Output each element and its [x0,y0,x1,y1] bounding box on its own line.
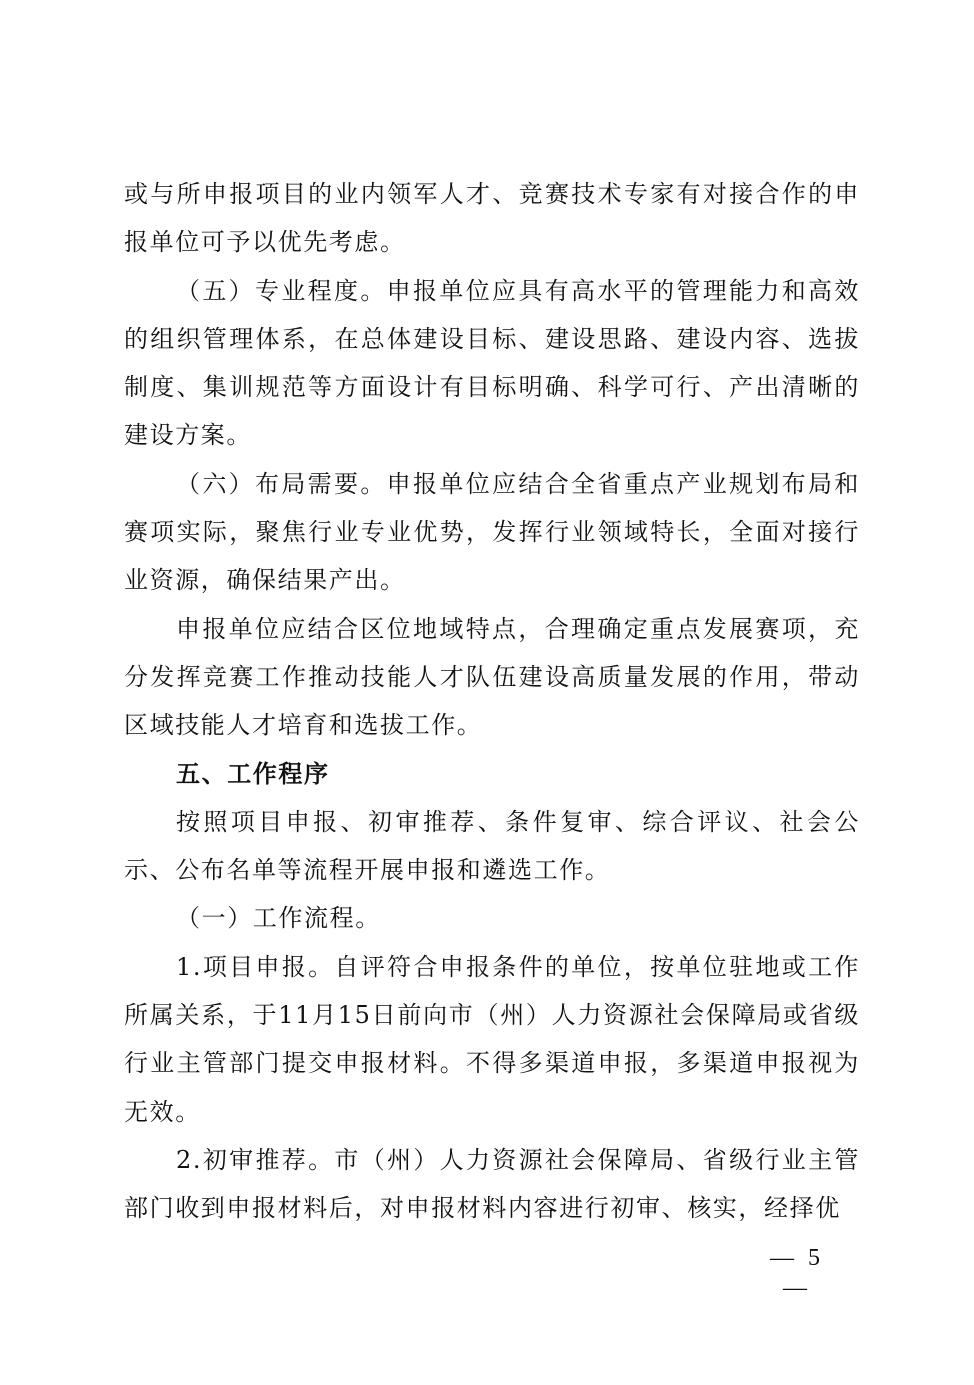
paragraph-regional-characteristics: 申报单位应结合区位地域特点，合理确定重点发展赛项，充分发挥竞赛工作推动技能人才队伍建设高质量发展的作用，带动区域技能人才培育和选拔工作。 [124,614,860,740]
paragraph-layout-needs: （六）布局需要。申报单位应结合全省重点产业规划布局和赛项实际，聚焦行业专业优势，发挥行业领域特长，全面对接行业资源，确保结果产出。 [124,469,860,595]
section-heading-work-procedure: 五、工作程序 [176,759,330,788]
document-body [124,170,860,1233]
paragraph-procedure-overview: 按照项目申报、初审推荐、条件复审、综合评议、社会公示、公布名单等流程开展申报和遴选工作。 [124,807,860,885]
subheading-workflow: （一）工作流程。 [176,904,381,933]
paragraph-professional-level: （五）专业程度。申报单位应具有高水平的管理能力和高效的组织管理体系，在总体建设目标、建设思路、建设内容、选拔制度、集训规范等方面设计有目标明确、科学可行、产出清晰的建设方案。 [124,276,860,450]
paragraph-continuation: 或与所申报项目的业内领军人才、竞赛技术专家有对接合作的申报单位可予以优先考虑。 [124,180,860,257]
page-number: — 5 — [770,1245,824,1301]
paragraph-project-application: 1.项目申报。自评符合申报条件的单位，按单位驻地或工作所属关系，于11月15日前向市（州）人力资源社会保障局或省级行业主管部门提交申报材料。不得多渠道申报，多渠道申报视为无效。 [124,952,860,1126]
paragraph-preliminary-review: 2.初审推荐。市（州）人力资源社会保障局、省级行业主管部门收到申报材料后，对申报材料内容进行初审、核实，经择优 [124,1145,860,1223]
